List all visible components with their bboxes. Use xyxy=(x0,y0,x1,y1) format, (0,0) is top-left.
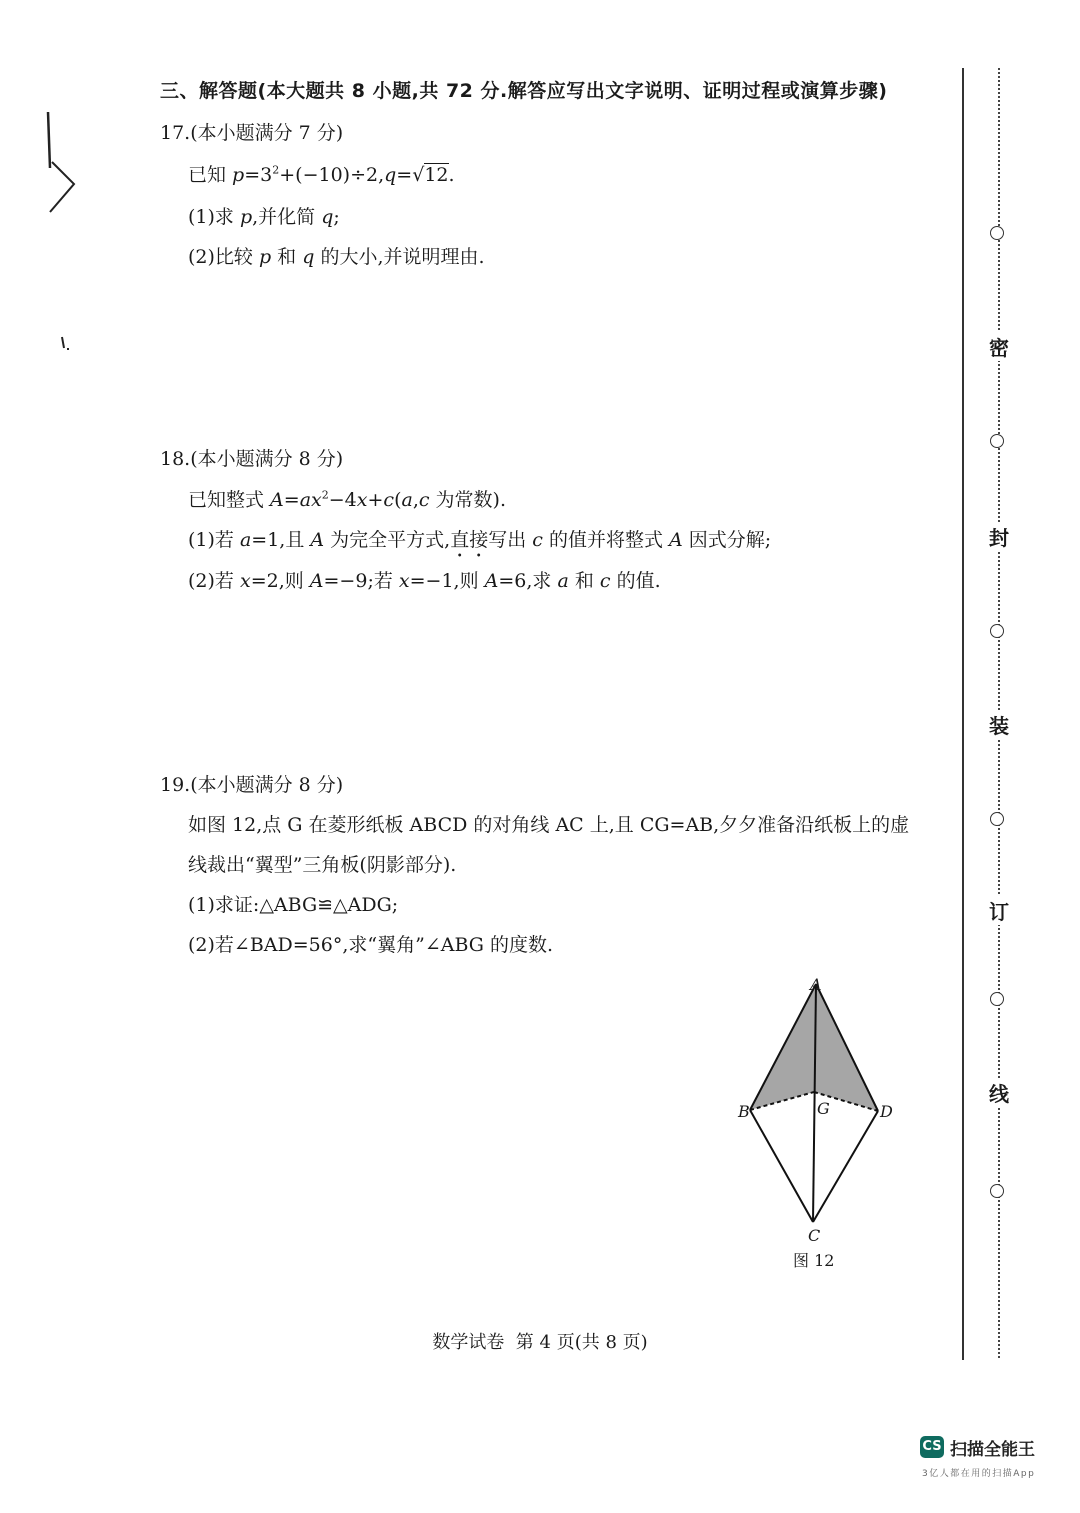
camscanner-logo-icon: CS xyxy=(920,1436,944,1458)
q18-heading: 18.(本小题满分 8 分) xyxy=(160,448,344,470)
margin-solid-line xyxy=(962,68,964,1360)
point-label-g: G xyxy=(817,1099,830,1118)
q18-part1: (1)若 a=1,且 A 为完全平方式,直接写出 c 的值并将整式 A 因式分解; xyxy=(188,529,772,551)
margin-bracket-mark xyxy=(40,108,90,218)
vertex-label-a: A xyxy=(810,975,822,994)
margin-circle xyxy=(990,434,1004,448)
margin-tick-mark xyxy=(58,334,78,354)
q17-part1: (1)求 p,并化简 q; xyxy=(188,206,340,228)
margin-circle xyxy=(990,226,1004,240)
watermark-app-name: 扫描全能王 xyxy=(950,1440,1035,1460)
q19-heading: 19.(本小题满分 8 分) xyxy=(160,774,344,796)
binding-char-xian: 线 xyxy=(986,1078,1012,1107)
q18-given: 已知整式 $A=ax^2-4x+c(a,c$ 为常数). xyxy=(188,488,507,511)
watermark-slogan: 3亿人都在用的扫描App xyxy=(922,1469,1036,1479)
q18-part2: (2)若 x=2,则 A=−9;若 x=−1,则 A=6,求 a 和 c 的值. xyxy=(188,570,661,592)
binding-char-feng: 封 xyxy=(986,522,1012,551)
binding-char-mi: 密 xyxy=(986,332,1012,361)
page-footer: 数学试卷 第 4 页(共 8 页) xyxy=(432,1332,648,1353)
vertex-label-b: B xyxy=(738,1102,750,1121)
binding-char-ding: 订 xyxy=(986,896,1012,925)
q19-line1: 如图 12,点 G 在菱形纸板 ABCD 的对角线 AC 上,且 CG=AB,夕夕准备沿纸板上的虚 xyxy=(188,814,910,836)
q17-given: 已知 $p=3^2+(-10)\div 2,q=√12$. xyxy=(188,163,455,186)
side-bc xyxy=(750,1110,813,1222)
q19-part2: (2)若∠BAD=56°,求“翼角”∠ABG 的度数. xyxy=(188,934,554,956)
margin-circle xyxy=(990,1184,1004,1198)
vertex-label-c: C xyxy=(808,1226,821,1245)
sqrt-sign: √ xyxy=(412,164,425,186)
q17-part2: (2)比较 p 和 q 的大小,并说明理由. xyxy=(188,246,485,268)
margin-circle xyxy=(990,812,1004,826)
q17-heading: 17.(本小题满分 7 分) xyxy=(160,122,344,144)
margin-circle xyxy=(990,624,1004,638)
side-dc xyxy=(813,1111,878,1222)
emphasis-text: 直接 xyxy=(450,529,489,551)
binding-char-zhuang: 装 xyxy=(986,710,1012,739)
q19-part1: (1)求证:△ABG≌△ADG; xyxy=(188,894,399,916)
q19-line2: 线裁出“翼型”三角板(阴影部分). xyxy=(188,854,457,876)
figure-caption: 图 12 xyxy=(793,1251,835,1270)
margin-circle xyxy=(990,992,1004,1006)
vertex-label-d: D xyxy=(880,1102,893,1121)
binding-margin xyxy=(984,68,1014,1360)
section-title: 三、解答题(本大题共 8 小题,共 72 分.解答应写出文字说明、证明过程或演算步骤) xyxy=(160,80,888,102)
